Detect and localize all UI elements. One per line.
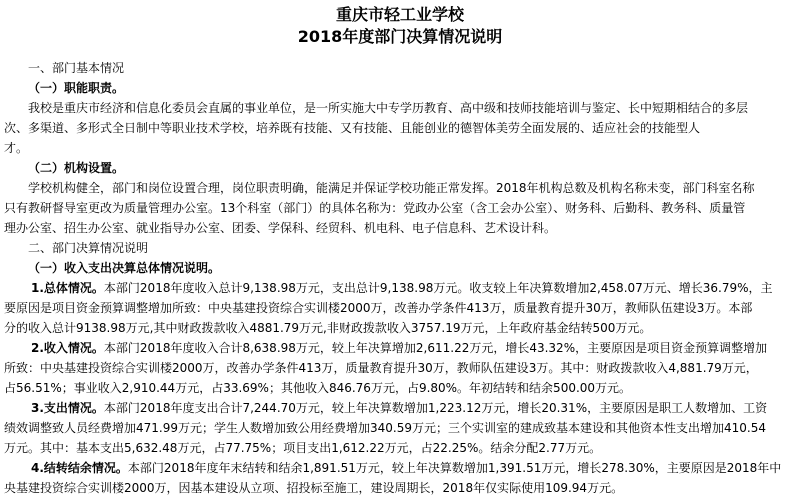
text-run: 理办公室、招生办公室、就业指导办公室、团委、学保科、经贸科、机电科、电子信息科、艺术设计科。 [4, 221, 557, 235]
text-run: 只有教研督导室更改为质量管理办公室。13个科室（部门）的具体名称为：党政办公室（含工会办公室）、财务科、后勤科、教务科、质量管 [4, 201, 746, 215]
section-heading-basic-info [4, 58, 796, 78]
paragraph-line [4, 198, 796, 218]
text-run-bold: 1.总体情况。 [31, 281, 104, 295]
text-run: （二）机构设置。 [28, 161, 125, 175]
subheading-organization [4, 158, 796, 178]
text-run-bold: 3.支出情况。 [31, 401, 104, 415]
text-run: 二、部门决算情况说明 [28, 241, 149, 255]
subheading-duties [4, 78, 796, 98]
paragraph-line [4, 358, 796, 378]
paragraph-line [4, 318, 796, 338]
text-run: 本部门2018年度收入合计8,638.98万元，较上年决算增加2,611.22万元，增长43.32%，主要原因是项目资金预算调整增加 [103, 341, 768, 355]
paragraph-line-income [4, 338, 796, 358]
paragraph-line-expense [4, 398, 796, 418]
text-run: 绩效调整致人员经费增加471.99万元；学生人数增加致公用经费增加340.59万元；三个实训室的建成致基本建设和其他资本性支出增加410.54 [4, 421, 766, 435]
paragraph-line-carryover [4, 458, 796, 478]
subheading-income-expense-overview [4, 258, 796, 278]
paragraph-line [4, 98, 796, 118]
text-run: 我校是重庆市经济和信息化委员会直属的事业单位，是一所实施大中专学历教育、高中级和技师技能培训与鉴定、长中短期相结合的多层 [28, 101, 749, 115]
text-run-bold: 2.收入情况。 [31, 341, 104, 355]
paragraph-line [4, 218, 796, 238]
text-run: 占56.51%；事业收入2,910.44万元，占33.69%；其他收入846.76万元，占9.80%。年初结转和结余500.00万元。 [4, 381, 632, 395]
text-run: （一）收入支出决算总体情况说明。 [28, 261, 221, 275]
paragraph-line [4, 298, 796, 318]
document-title-school: 重庆市轻工业学校 [335, 5, 464, 24]
paragraph-line [4, 118, 796, 138]
paragraph-line [4, 438, 796, 458]
paragraph-line [4, 138, 796, 158]
text-run: 所致：中央基建投资综合实训楼2000万，改善办学条件413万，质量教育提升30万，教师队伍建设3万。其中：财政拨款收入4,881.79万元， [4, 361, 758, 375]
paragraph-line [4, 418, 796, 438]
text-run: 本部门2018年度年末结转和结余1,891.51万元，较上年决算数增加1,391.51万元，增长278.30%，主要原因是2018年中 [127, 461, 782, 475]
document-body [4, 58, 796, 498]
text-run: （一）职能职责。 [28, 81, 125, 95]
text-run: 要原因是项目资金预算调整增加所致：中央基建投资综合实训楼2000万，改善办学条件413万，质量教育提升30万，教师队伍建设3万。本部 [4, 301, 753, 315]
text-run: 本部门2018年度收入总计9,138.98万元，支出总计9,138.98万元。收支较上年决算数增加2,458.07万元、增长36.79%，主 [103, 281, 773, 295]
section-heading-final-accounts [4, 238, 796, 258]
text-run: 学校机构健全，部门和岗位设置合理，岗位职责明确，能满足并保证学校功能正常发挥。2018年机构总数及机构名称未变，部门科室名称 [28, 181, 755, 195]
paragraph-line-overall [4, 278, 796, 298]
paragraph-line [4, 378, 796, 398]
text-run: 央基建投资综合实训楼2000万，因基本建设从立项、招投标至施工，建设周期长，2018年仅实际使用109.94万元。 [4, 481, 624, 495]
text-run: 万元。其中：基本支出5,632.48万元，占77.75%；项目支出1,612.22万元，占22.25%。结余分配2.77万元。 [4, 441, 602, 455]
paragraph-line [4, 478, 796, 498]
text-run-bold: 4.结转结余情况。 [31, 461, 128, 475]
text-run: 分的收入总计9138.98万元,其中财政拨款收入4881.79万元,非财政拨款收入3757.19万元，上年政府基金结转500万元。 [4, 321, 652, 335]
text-run: 才。 [4, 141, 29, 155]
paragraph-line [4, 178, 796, 198]
text-run: 一、部门基本情况 [28, 61, 125, 75]
text-run: 次、多渠道、多形式全日制中等职业技术学校，培养既有技能、又有技能、且能创业的德智体美劳全面发展的、适应社会的技能型人 [4, 121, 701, 135]
text-run: 本部门2018年度支出合计7,244.70万元，较上年决算数增加1,223.12万元，增长20.31%，主要原因是职工人数增加、工资 [103, 401, 768, 415]
document-title-report: 2018年度部门决算情况说明 [297, 27, 503, 46]
